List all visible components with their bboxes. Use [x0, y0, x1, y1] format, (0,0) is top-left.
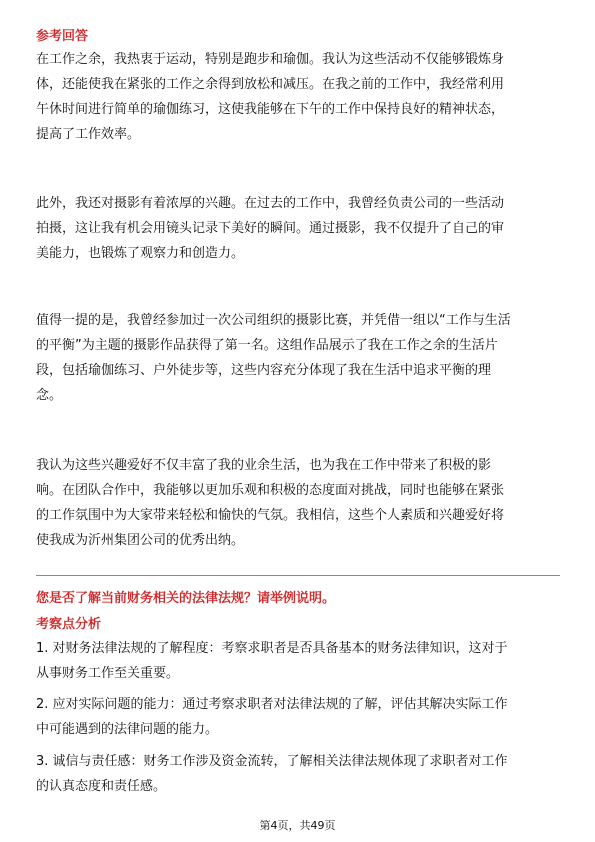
text-line: 段，包括瑜伽练习、户外徒步等，这些内容充分体现了我在生活中追求平衡的理: [36, 363, 492, 378]
text-line: 拍摄，这让我有机会用镜头记录下美好的瞬间。通过摄影，我不仅提升了自己的审: [36, 221, 505, 236]
page-number: 第4页，共49页: [259, 819, 336, 832]
text-line: 体，还能使我在紧张的工作之余得到放松和减压。在我之前的工作中，我经常利用: [36, 77, 505, 92]
text-line: 1. 对财务法律法规的了解程度：考察求职者是否具备基本的财务法律知识，这对于: [36, 641, 508, 656]
text-line: 提高了工作效率。: [36, 127, 141, 142]
answer-heading: 参考回答: [36, 29, 89, 44]
analysis-point-3: [36, 749, 560, 799]
answer-paragraph-2: [36, 191, 560, 266]
text-line: 的认真态度和责任感。: [36, 779, 167, 794]
analysis-point-1: [36, 636, 560, 686]
text-line: 的工作氛围中为大家带来轻松和愉快的气氛。我相信，这些个人素质和兴趣爱好将: [36, 508, 505, 523]
text-line: 美能力，也锻炼了观察力和创造力。: [36, 246, 245, 261]
text-line: 此外，我还对摄影有着浓厚的兴趣。在过去的工作中，我曾经负责公司的一些活动: [36, 196, 505, 211]
section-divider: [36, 575, 560, 576]
analysis-heading: 考察点分析: [36, 617, 102, 632]
question-heading: 您是否了解当前财务相关的法律法规？请举例说明。: [36, 591, 336, 606]
text-line: 的平衡”为主题的摄影作品获得了第一名。这组作品展示了我在工作之余的生活片: [36, 338, 498, 353]
text-line: 在工作之余，我热衷于运动，特别是跑步和瑜伽。我认为这些活动不仅能够锻炼身: [36, 52, 505, 67]
text-line: 响。在团队合作中，我能够以更加乐观和积极的态度面对挑战，同时也能够在紧张: [36, 483, 505, 498]
text-line: 午休时间进行简单的瑜伽练习，这使我能够在下午的工作中保持良好的精神状态，: [36, 102, 505, 117]
answer-paragraph-4: [36, 453, 560, 553]
analysis-point-2: [36, 692, 560, 742]
answer-paragraph-1: [36, 47, 560, 147]
text-line: 从事财务工作至关重要。: [36, 666, 180, 681]
text-line: 值得一提的是，我曾经参加过一次公司组织的摄影比赛，并凭借一组以“工作与生活: [36, 313, 511, 328]
text-line: 我认为这些兴趣爱好不仅丰富了我的业余生活，也为我在工作中带来了积极的影: [36, 458, 492, 473]
text-line: 念。: [36, 388, 63, 403]
text-line: 3. 诚信与责任感：财务工作涉及资金流转，了解相关法律法规体现了求职者对工作: [36, 754, 508, 769]
text-line: 中可能遇到的法律问题的能力。: [36, 722, 219, 737]
text-line: 使我成为沂州集团公司的优秀出纳。: [36, 533, 245, 548]
text-line: 2. 应对实际问题的能力：通过考察求职者对法律法规的了解，评估其解决实际工作: [36, 697, 508, 712]
answer-paragraph-3: [36, 308, 560, 408]
